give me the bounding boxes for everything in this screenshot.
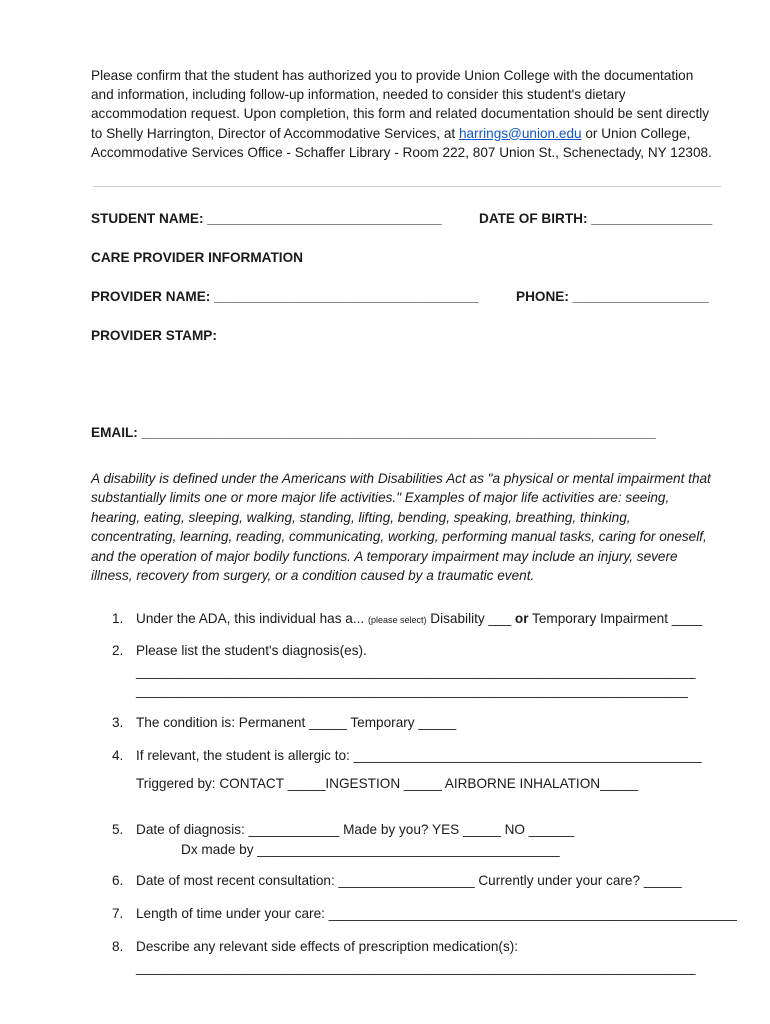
question-5[interactable]: Date of diagnosis: ____________ Made by you? YES _____ NO ______ <box>136 822 575 837</box>
email-link[interactable]: harrings@union.edu <box>458 125 582 141</box>
intro-line <box>91 124 731 143</box>
definition-line: concentrating, learning, reading, communicating, working, performing manual tasks, caring for oneself, <box>91 529 707 545</box>
definition-line: hearing, eating, sleeping, walking, standing, lifting, bending, speaking, breathing, thinking, <box>91 509 631 525</box>
intro-text: to Shelly Harrington, Director of Accommodative Services, at <box>91 125 459 141</box>
intro-paragraph <box>91 66 731 162</box>
phone-field[interactable]: PHONE: __________________ <box>516 289 709 304</box>
intro-line: Please confirm that the student has authorized you to provide Union College with the documentation <box>91 68 694 83</box>
intro-text: or Union College, <box>581 125 691 141</box>
question-2: Please list the student's diagnosis(es). <box>136 643 367 658</box>
please-select-note: (please select) <box>367 615 427 625</box>
question-4[interactable]: If relevant, the student is allergic to: ______________________________________________ <box>136 748 702 763</box>
provider-stamp-label: PROVIDER STAMP: <box>91 328 217 343</box>
definition-line: substantially limits one or more major life activities." Examples of major life activities are: seeing, <box>91 490 670 506</box>
question-number: 2. <box>112 643 124 658</box>
triggered-by-field[interactable]: Triggered by: CONTACT _____INGESTION _____ AIRBORNE INHALATION_____ <box>136 776 638 791</box>
question-1[interactable] <box>136 611 702 626</box>
disability-definition <box>91 469 711 585</box>
question-6[interactable]: Date of most recent consultation: __________________ Currently under your care? _____ <box>136 873 682 888</box>
question-number: 3. <box>112 715 124 730</box>
care-provider-heading: CARE PROVIDER INFORMATION <box>91 250 303 265</box>
question-number: 8. <box>112 939 124 954</box>
divider <box>93 186 721 187</box>
question-number: 6. <box>112 873 124 888</box>
question-text: Under the ADA, this individual has a... <box>136 611 368 626</box>
question-8: Describe any relevant side effects of prescription medication(s): <box>136 939 519 954</box>
intro-line: and information, including follow-up information, needed to consider this student's dietary <box>91 87 626 103</box>
diagnosis-line[interactable]: __________________________________________________________________________ <box>136 664 696 679</box>
question-number: 4. <box>112 748 124 763</box>
question-7[interactable]: Length of time under your care: ______________________________________________________ <box>136 906 737 921</box>
definition-line: and the operation of major bodily functions. A temporary impairment may include an injury, severe <box>91 548 678 564</box>
definition-line: A disability is defined under the Americans with Disabilities Act as "a physical or mental impairment that <box>91 471 711 486</box>
email-field[interactable]: EMAIL: ____________________________________________________________________ <box>91 425 656 440</box>
question-number: 5. <box>112 822 124 837</box>
question-number: 7. <box>112 906 124 921</box>
definition-line: illness, recovery from surgery, or a condition caused by a traumatic event. <box>91 568 535 584</box>
dx-made-by-field[interactable]: Dx made by ________________________________________ <box>181 842 560 857</box>
diagnosis-line[interactable]: _________________________________________________________________________ <box>136 683 688 698</box>
student-name-field[interactable]: STUDENT NAME: _______________________________ <box>91 211 442 226</box>
side-effects-line[interactable]: __________________________________________________________________________ <box>136 960 696 975</box>
question-text: Temporary Impairment ____ <box>528 611 703 626</box>
intro-line: Accommodative Services Office - Schaffer Library - Room 222, 807 Union St., Schenectady, NY 12308. <box>91 144 712 160</box>
date-of-birth-field[interactable]: DATE OF BIRTH: ________________ <box>479 211 713 226</box>
question-number: 1. <box>112 611 124 626</box>
question-3[interactable]: The condition is: Permanent _____ Temporary _____ <box>136 715 457 730</box>
provider-name-field[interactable]: PROVIDER NAME: ___________________________________ <box>91 289 479 304</box>
question-text: Disability ___ <box>426 611 515 626</box>
or-label: or <box>514 611 529 626</box>
intro-line: accommodation request. Upon completion, this form and related documentation should be sent directly <box>91 106 710 122</box>
